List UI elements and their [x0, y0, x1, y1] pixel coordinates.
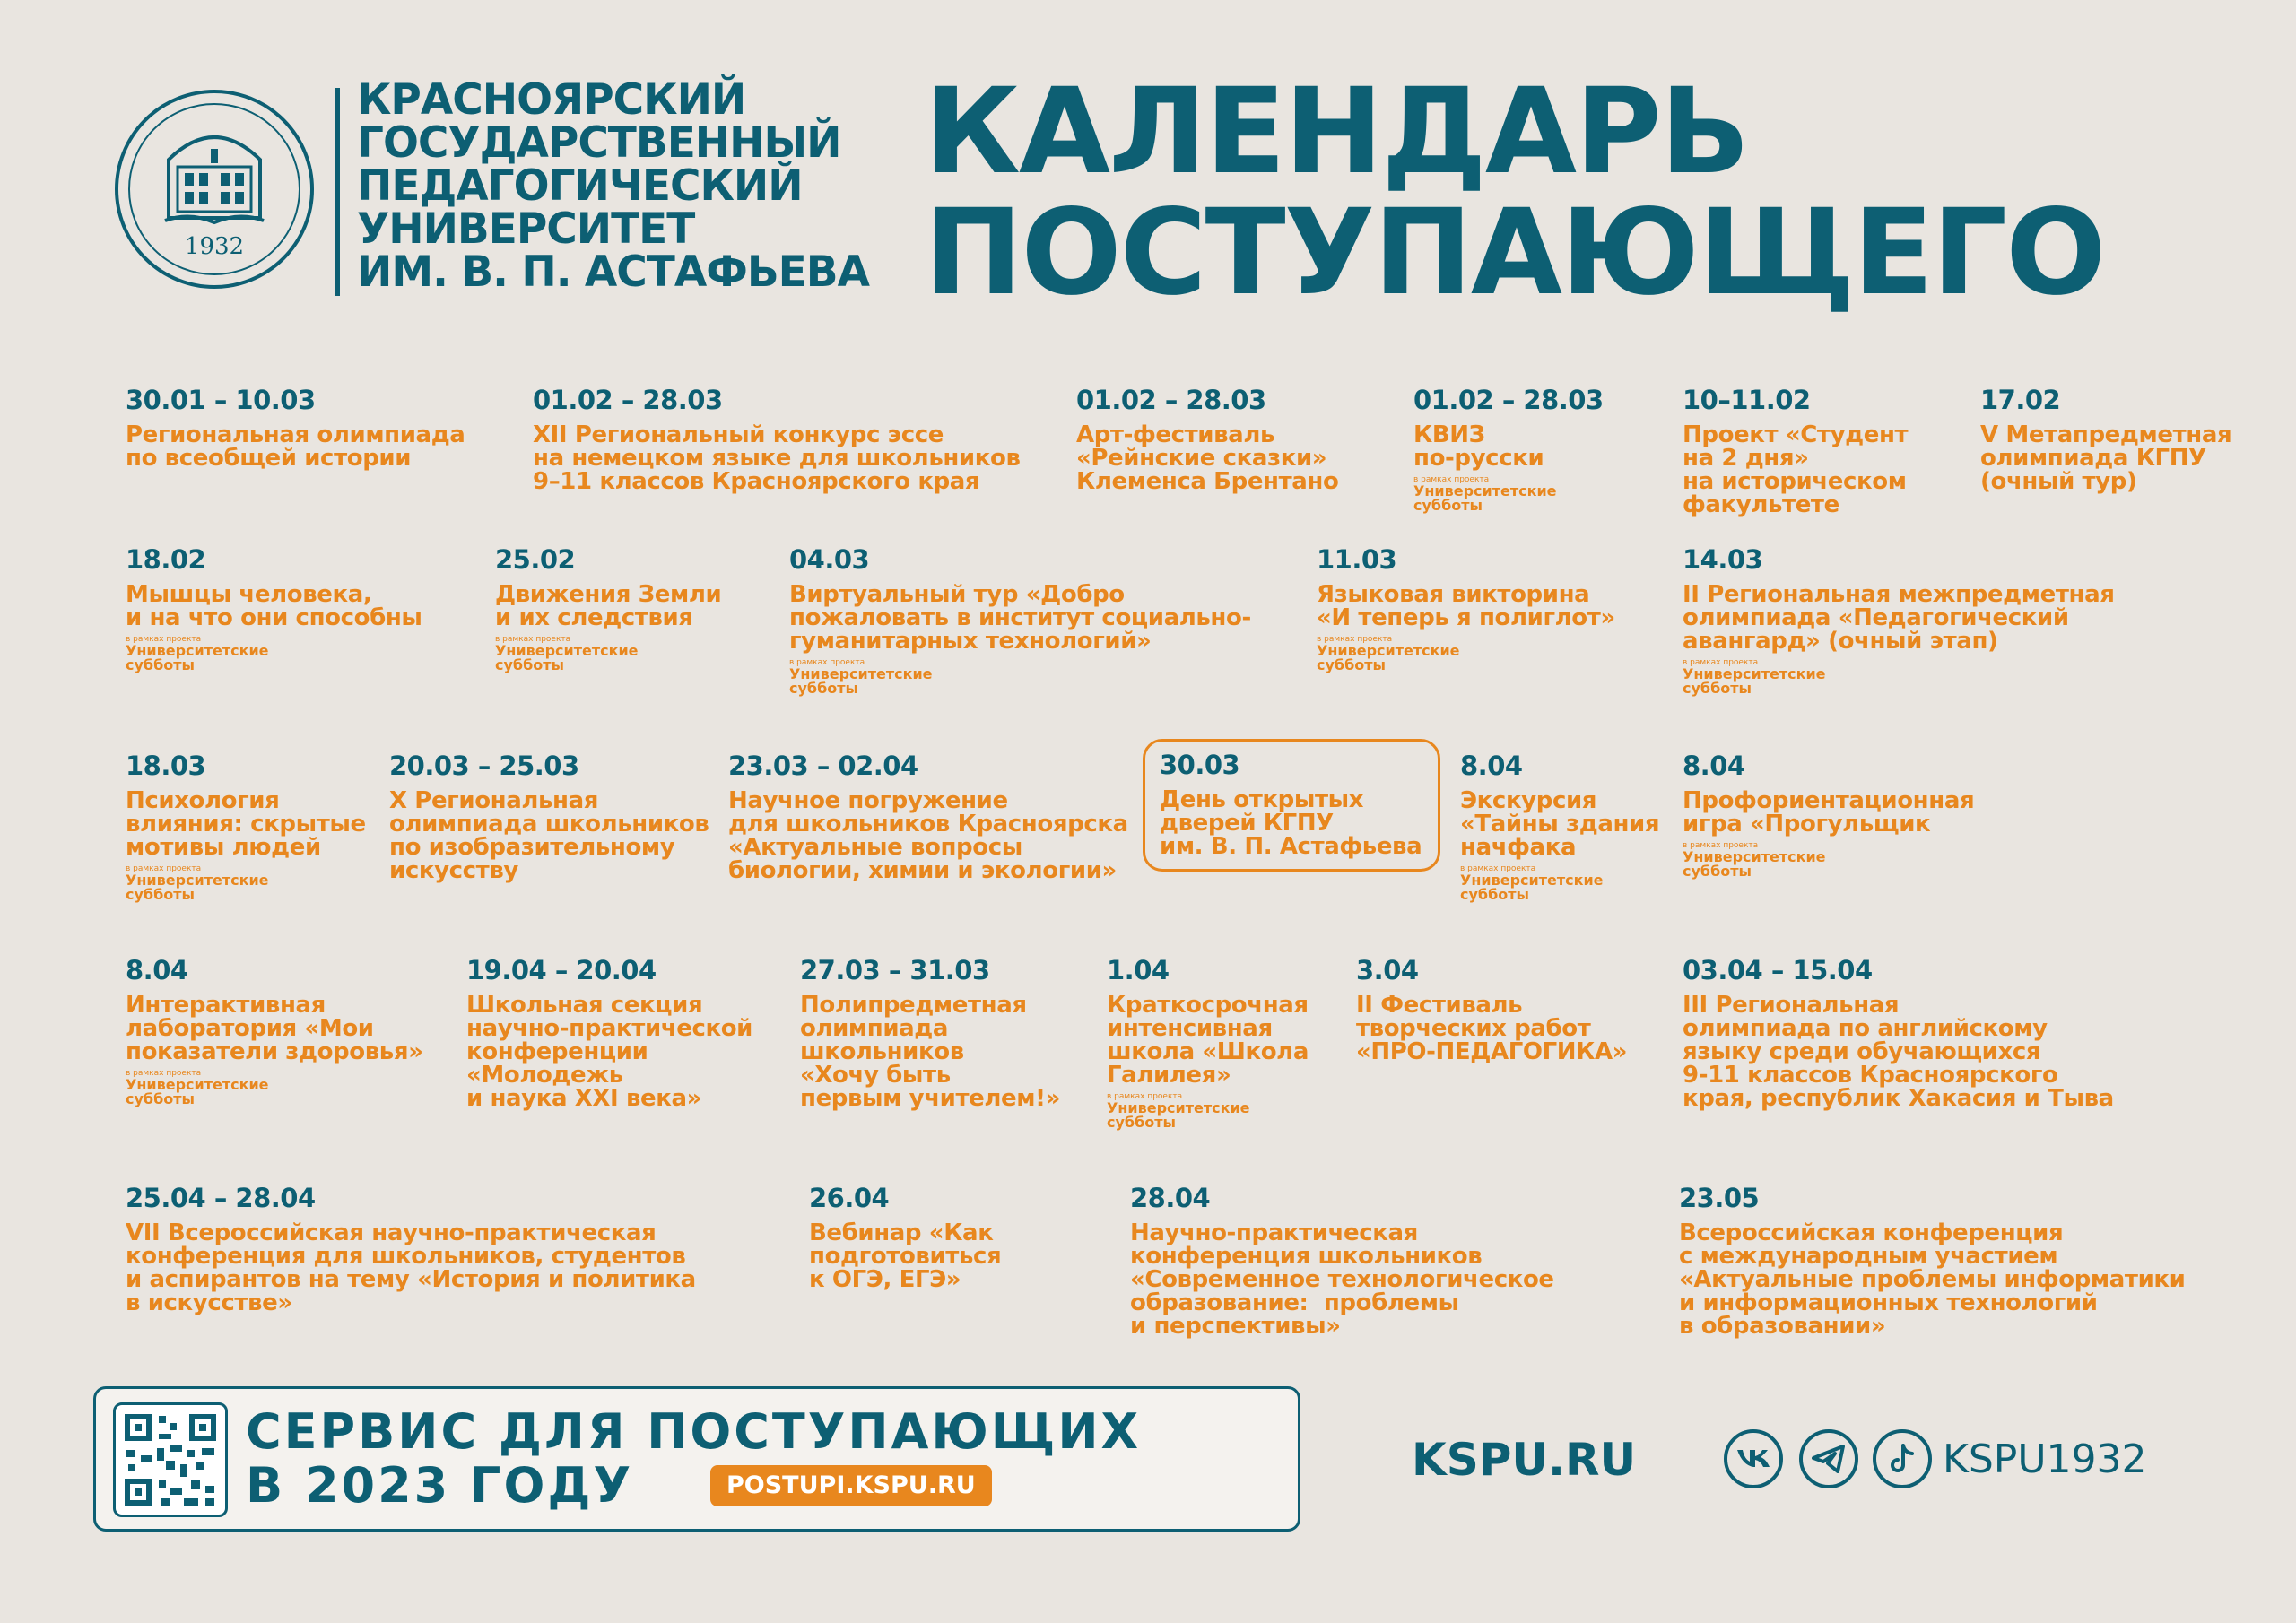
event-item — [809, 1182, 1001, 1291]
event-item — [1679, 1182, 2185, 1338]
service-subtitle: В 2023 ГОДУ — [246, 1457, 634, 1514]
event-name: Проект «Студент на 2 дня» на историческом факультете — [1683, 421, 1909, 518]
project-label-prefix: в рамках проекта — [495, 635, 571, 644]
event-item — [126, 384, 465, 470]
event-name: II Фестиваль творческих работ «ПРО-ПЕДАГОГИКА» — [1356, 992, 1628, 1065]
event-name: Школьная секция научно-практической конференции «Молодежь и наука XXI века» — [466, 992, 752, 1112]
project-label-name: Университетские субботы — [1107, 1099, 1250, 1131]
event-name: Всероссийская конференция с международным участием «Актуальные проблемы информатики и информационных технологий в образовании» — [1679, 1219, 2186, 1340]
event-name: Виртуальный тур «Добро пожаловать в институт социально- гуманитарных технологий» — [789, 581, 1251, 655]
project-label-prefix: в рамках проекта — [126, 635, 202, 644]
project-label-prefix: в рамках проекта — [1683, 658, 1759, 667]
project-label — [1683, 658, 2115, 696]
event-name: Психология влияния: скрытые мотивы людей — [126, 787, 366, 861]
event-item — [126, 954, 423, 1107]
event-name: Движения Земли и их следствия — [495, 581, 722, 631]
project-label-name: Университетские субботы — [126, 642, 269, 673]
service-title: СЕРВИС ДЛЯ ПОСТУПАЮЩИХ — [246, 1403, 1142, 1460]
event-item — [1980, 384, 2231, 493]
project-label — [495, 635, 721, 673]
event-name: III Региональная олимпиада по английскому языку среди обучающихся 9-11 классов Красноярского края, республик Хакасия и Тыва — [1683, 992, 2114, 1112]
event-date: 28.04 — [1130, 1183, 1211, 1213]
event-item — [1683, 750, 1974, 879]
project-label — [1683, 841, 1974, 879]
event-name: V Метапредметная олимпиада КГПУ (очный тур) — [1980, 421, 2232, 495]
project-label-name: Университетские субботы — [1460, 872, 1604, 903]
project-label-prefix: в рамках проекта — [1683, 841, 1759, 850]
project-label-name: Университетские субботы — [1683, 665, 1826, 697]
event-name: XII Региональный конкурс эссе на немецком языке для школьников 9–11 классов Красноярского края — [533, 421, 1021, 495]
project-label — [1460, 864, 1659, 902]
project-label-prefix: в рамках проекта — [1107, 1092, 1183, 1101]
event-name: Научное погружение для школьников Красноярска «Актуальные вопросы биологии, химии и экологии» — [728, 787, 1128, 884]
event-date: 18.03 — [126, 751, 206, 781]
event-name: Полипредметная олимпиада школьников «Хочу быть первым учителем!» — [800, 992, 1060, 1112]
logo-year: 1932 — [184, 233, 245, 260]
event-name: Мышцы человека, и на что они способны — [126, 581, 422, 631]
event-item — [126, 1182, 696, 1315]
event-item — [1683, 954, 2114, 1110]
project-label — [1107, 1092, 1309, 1130]
project-label-prefix: в рамках проекта — [126, 864, 202, 873]
event-date: 03.04 – 15.04 — [1683, 955, 1873, 985]
project-label — [789, 658, 1251, 696]
event-name: Вебинар «Как подготовиться к ОГЭ, ЕГЭ» — [809, 1219, 1002, 1293]
page-title — [924, 63, 2105, 322]
event-name: Профориентационная игра «Прогульщик — [1683, 787, 1975, 838]
event-date: 01.02 – 28.03 — [1413, 385, 1604, 415]
event-name: Краткосрочная интенсивная школа «Школа Галилея» — [1107, 992, 1309, 1089]
event-item — [1683, 384, 1908, 516]
event-item — [1356, 954, 1627, 1063]
event-date: 30.03 — [1160, 750, 1240, 780]
event-date: 8.04 — [126, 955, 188, 985]
vk-icon[interactable] — [1724, 1429, 1783, 1488]
event-date: 26.04 — [809, 1183, 890, 1213]
event-date: 04.03 — [789, 544, 870, 575]
event-name: X Региональная олимпиада школьников по изобразительному искусству — [389, 787, 709, 884]
event-date: 1.04 — [1107, 955, 1170, 985]
telegram-icon[interactable] — [1799, 1429, 1858, 1488]
project-label-prefix: в рамках проекта — [1413, 475, 1490, 484]
event-name: Интерактивная лаборатория «Мои показатели здоровья» — [126, 992, 423, 1065]
open-day-event — [1143, 739, 1440, 872]
project-label-name: Университетские субботы — [1683, 848, 1826, 880]
event-date: 27.03 – 31.03 — [800, 955, 990, 985]
event-item — [466, 954, 752, 1110]
event-item — [800, 954, 1060, 1110]
qr-code-icon[interactable] — [113, 1402, 228, 1517]
project-label — [1317, 635, 1615, 673]
event-date: 01.02 – 28.03 — [533, 385, 723, 415]
event-date: 19.04 – 20.04 — [466, 955, 657, 985]
tiktok-icon[interactable] — [1873, 1429, 1932, 1488]
event-date: 17.02 — [1980, 385, 2061, 415]
event-item — [533, 384, 1021, 493]
event-name: VII Всероссийская научно-практическая конференция для школьников, студентов и аспирантов на тему «История и политика в искусстве» — [126, 1219, 696, 1316]
project-label — [126, 1069, 423, 1107]
event-date: 11.03 — [1317, 544, 1397, 575]
site-link[interactable]: KSPU.RU — [1412, 1434, 1637, 1486]
project-label-name: Университетские субботы — [126, 872, 269, 903]
event-item — [126, 543, 422, 673]
event-name: Экскурсия «Тайны здания начфака — [1460, 787, 1660, 861]
event-item — [1317, 543, 1615, 673]
project-label-name: Университетские субботы — [1317, 642, 1460, 673]
university-name-line: КРАСНОЯРСКИЙ — [357, 75, 746, 125]
event-date: 23.03 – 02.04 — [728, 751, 918, 781]
event-date: 14.03 — [1683, 544, 1763, 575]
event-date: 01.02 – 28.03 — [1076, 385, 1266, 415]
event-item — [126, 750, 366, 902]
project-label-name: Университетские субботы — [495, 642, 639, 673]
logo-divider — [335, 88, 340, 296]
project-label-name: Университетские субботы — [789, 665, 933, 697]
university-name-line: УНИВЕРСИТЕТ — [357, 204, 695, 254]
event-item — [1107, 954, 1309, 1130]
event-date: 23.05 — [1679, 1183, 1760, 1213]
project-label — [126, 635, 422, 673]
project-label — [126, 864, 366, 902]
event-item — [1683, 543, 2115, 696]
event-item — [389, 750, 709, 882]
university-name-line: ПЕДАГОГИЧЕСКИЙ — [357, 161, 803, 211]
project-label-prefix: в рамках проекта — [1317, 635, 1393, 644]
event-item — [1413, 384, 1604, 513]
event-date: 3.04 — [1356, 955, 1419, 985]
event-date: 20.03 – 25.03 — [389, 751, 579, 781]
event-name: Арт-фестиваль «Рейнские сказки» Клеменса Брентано — [1076, 421, 1339, 495]
event-name: КВИЗ по-русски — [1413, 421, 1544, 472]
event-item — [1130, 1182, 1554, 1338]
event-name: Научно-практическая конференция школьников «Современное технологическое образование: проблемы и перспективы» — [1130, 1219, 1554, 1340]
event-item — [789, 543, 1251, 696]
event-date: 8.04 — [1460, 751, 1523, 781]
event-name: II Региональная межпредметная олимпиада «Педагогический авангард» (очный этап) — [1683, 581, 2115, 655]
event-date: 18.02 — [126, 544, 206, 575]
page-title-line: КАЛЕНДАРЬ — [924, 63, 1749, 201]
event-name: Региональная олимпиада по всеобщей истории — [126, 421, 465, 472]
page-title-line: ПОСТУПАЮЩЕГО — [924, 184, 2105, 322]
project-label-name: Университетские субботы — [1413, 482, 1557, 514]
event-item — [728, 750, 1128, 882]
event-date: 25.04 – 28.04 — [126, 1183, 316, 1213]
university-logo — [113, 88, 316, 291]
event-name: День открытых дверей КГПУ им. В. П. Астафьева — [1160, 786, 1422, 860]
event-item — [495, 543, 721, 673]
project-label-prefix: в рамках проекта — [789, 658, 865, 667]
project-label-prefix: в рамках проекта — [1460, 864, 1536, 873]
event-name: Языковая викторина «И теперь я полиглот» — [1317, 581, 1615, 631]
event-date: 10–11.02 — [1683, 385, 1811, 415]
event-date: 30.01 – 10.03 — [126, 385, 316, 415]
event-date: 8.04 — [1683, 751, 1745, 781]
university-name-line: ИМ. В. П. АСТАФЬЕВА — [357, 247, 869, 297]
social-handle: KSPU1932 — [1943, 1436, 2147, 1482]
event-item — [1076, 384, 1338, 493]
project-label-prefix: в рамках проекта — [126, 1069, 202, 1078]
event-item — [1460, 750, 1659, 902]
project-label-name: Университетские субботы — [126, 1076, 269, 1107]
event-date: 25.02 — [495, 544, 576, 575]
university-name-line: ГОСУДАРСТВЕННЫЙ — [357, 118, 841, 168]
service-link[interactable]: POSTUPI.KSPU.RU — [710, 1465, 992, 1506]
project-label — [1413, 475, 1604, 513]
university-name — [357, 75, 869, 297]
